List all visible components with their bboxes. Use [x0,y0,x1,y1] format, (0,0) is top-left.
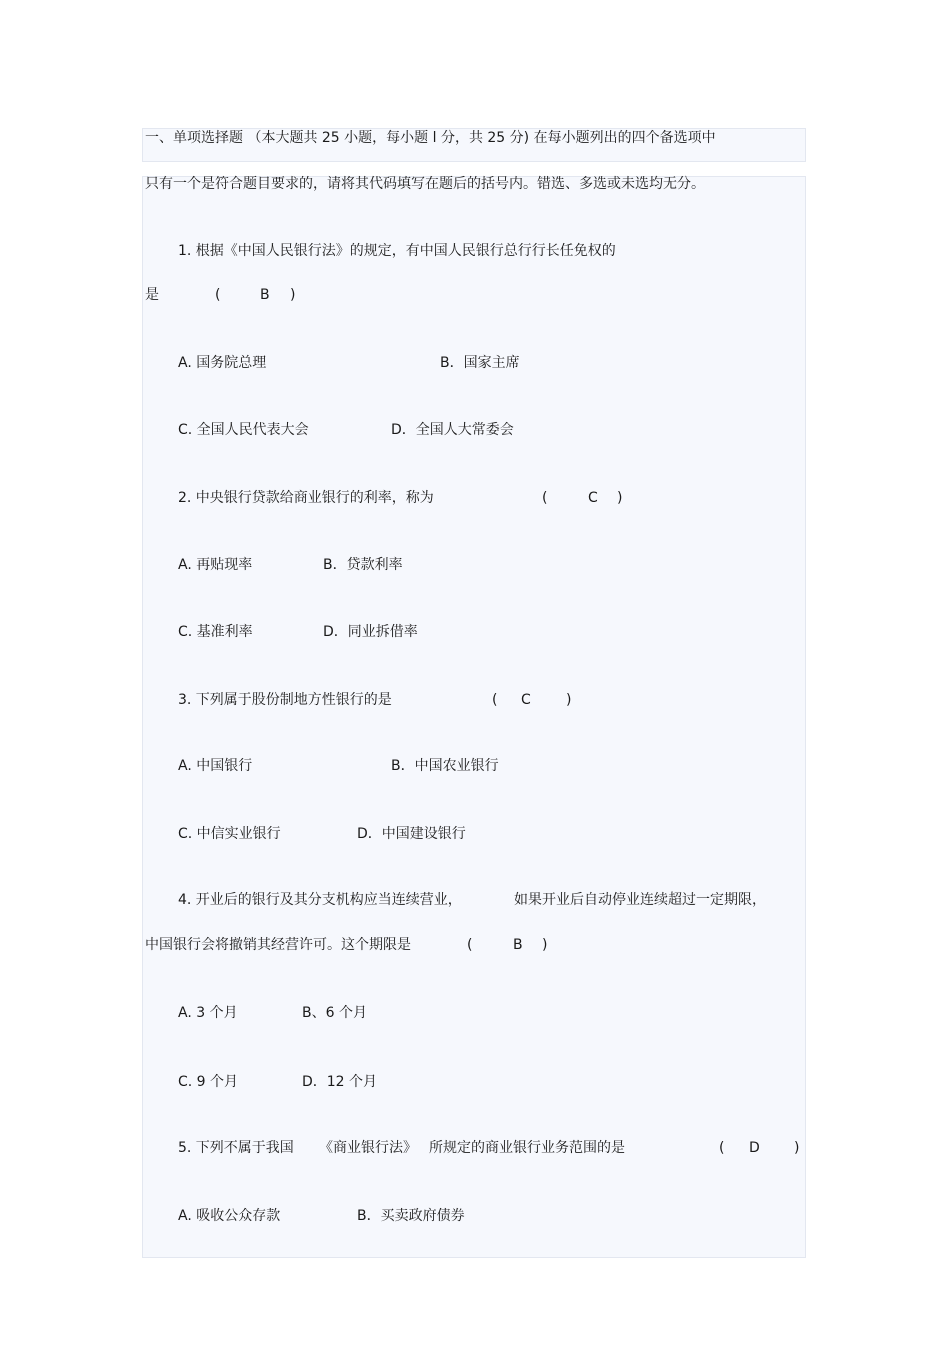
question-1-option-c: C. 全国人民代表大会 [178,422,309,438]
question-5-option-a: A. 吸收公众存款 [178,1208,281,1224]
question-5-answer: D [749,1140,760,1156]
question-4-option-d: D．12 个月 [302,1074,378,1090]
question-2-option-d: D．同业拆借率 [323,624,418,640]
question-2-answer: C [588,490,598,506]
question-4-stem-cont: 中国银行会将撤销其经营许可。这个期限是 [145,937,411,953]
question-1-stem-cont: 是 [145,287,159,303]
question-2-option-b: B．贷款利率 [323,557,403,573]
question-3-stem: 3. 下列属于股份制地方性银行的是 [178,692,392,708]
question-4-stem-part1: 4. 开业后的银行及其分支机构应当连续营业， [178,892,462,908]
question-3-option-b: B．中国农业银行 [391,758,499,774]
question-4-option-b: B、6 个月 [302,1005,367,1021]
question-1-option-d: D．全国人大常委会 [391,422,514,438]
question-1-option-b: B．国家主席 [440,355,520,371]
question-3-option-c: C. 中信实业银行 [178,826,281,842]
question-3-bracket-open: ( [492,692,498,708]
section-heading-line2: 只有一个是符合题目要求的，请将其代码填写在题后的括号内。错选、多选或未选均无分。 [145,176,705,192]
question-5-stem-part2: 《商业银行法》 [319,1140,417,1156]
question-3-option-a: A. 中国银行 [178,758,253,774]
question-2-bracket-open: ( [542,490,548,506]
question-3-option-d: D．中国建设银行 [357,826,466,842]
question-1-option-a: A. 国务院总理 [178,355,267,371]
question-5-bracket-open: ( [719,1140,725,1156]
question-4-option-c: C. 9 个月 [178,1074,239,1090]
question-5-bracket-close: ) [794,1140,800,1156]
document-body-panel [142,176,806,1258]
question-5-option-b: B．买卖政府债券 [357,1208,465,1224]
question-3-answer: C [521,692,531,708]
question-4-bracket-open: ( [467,937,473,953]
question-5-stem-part3: 所规定的商业银行业务范围的是 [429,1140,625,1156]
question-2-option-a: A. 再贴现率 [178,557,253,573]
section-heading-line1: 一、单项选择题 （本大题共 25 小题，每小题 l 分，共 25 分) 在每小题列出的四个备选项中 [145,130,716,146]
question-1-bracket-close: ) [290,287,296,303]
question-4-stem-part2: 如果开业后自动停业连续超过一定期限， [514,892,766,908]
question-1-stem: 1. 根据《中国人民银行法》的规定，有中国人民银行总行行长任免权的 [178,243,616,259]
question-2-option-c: C. 基准利率 [178,624,253,640]
question-1-answer: B [260,287,270,303]
question-4-answer: B [513,937,523,953]
question-4-option-a: A. 3 个月 [178,1005,238,1021]
question-3-bracket-close: ) [566,692,572,708]
question-5-stem-part1: 5. 下列不属于我国 [178,1140,294,1156]
question-2-bracket-close: ) [617,490,623,506]
question-4-bracket-close: ) [542,937,548,953]
question-2-stem: 2. 中央银行贷款给商业银行的利率，称为 [178,490,434,506]
question-1-bracket-open: ( [215,287,221,303]
